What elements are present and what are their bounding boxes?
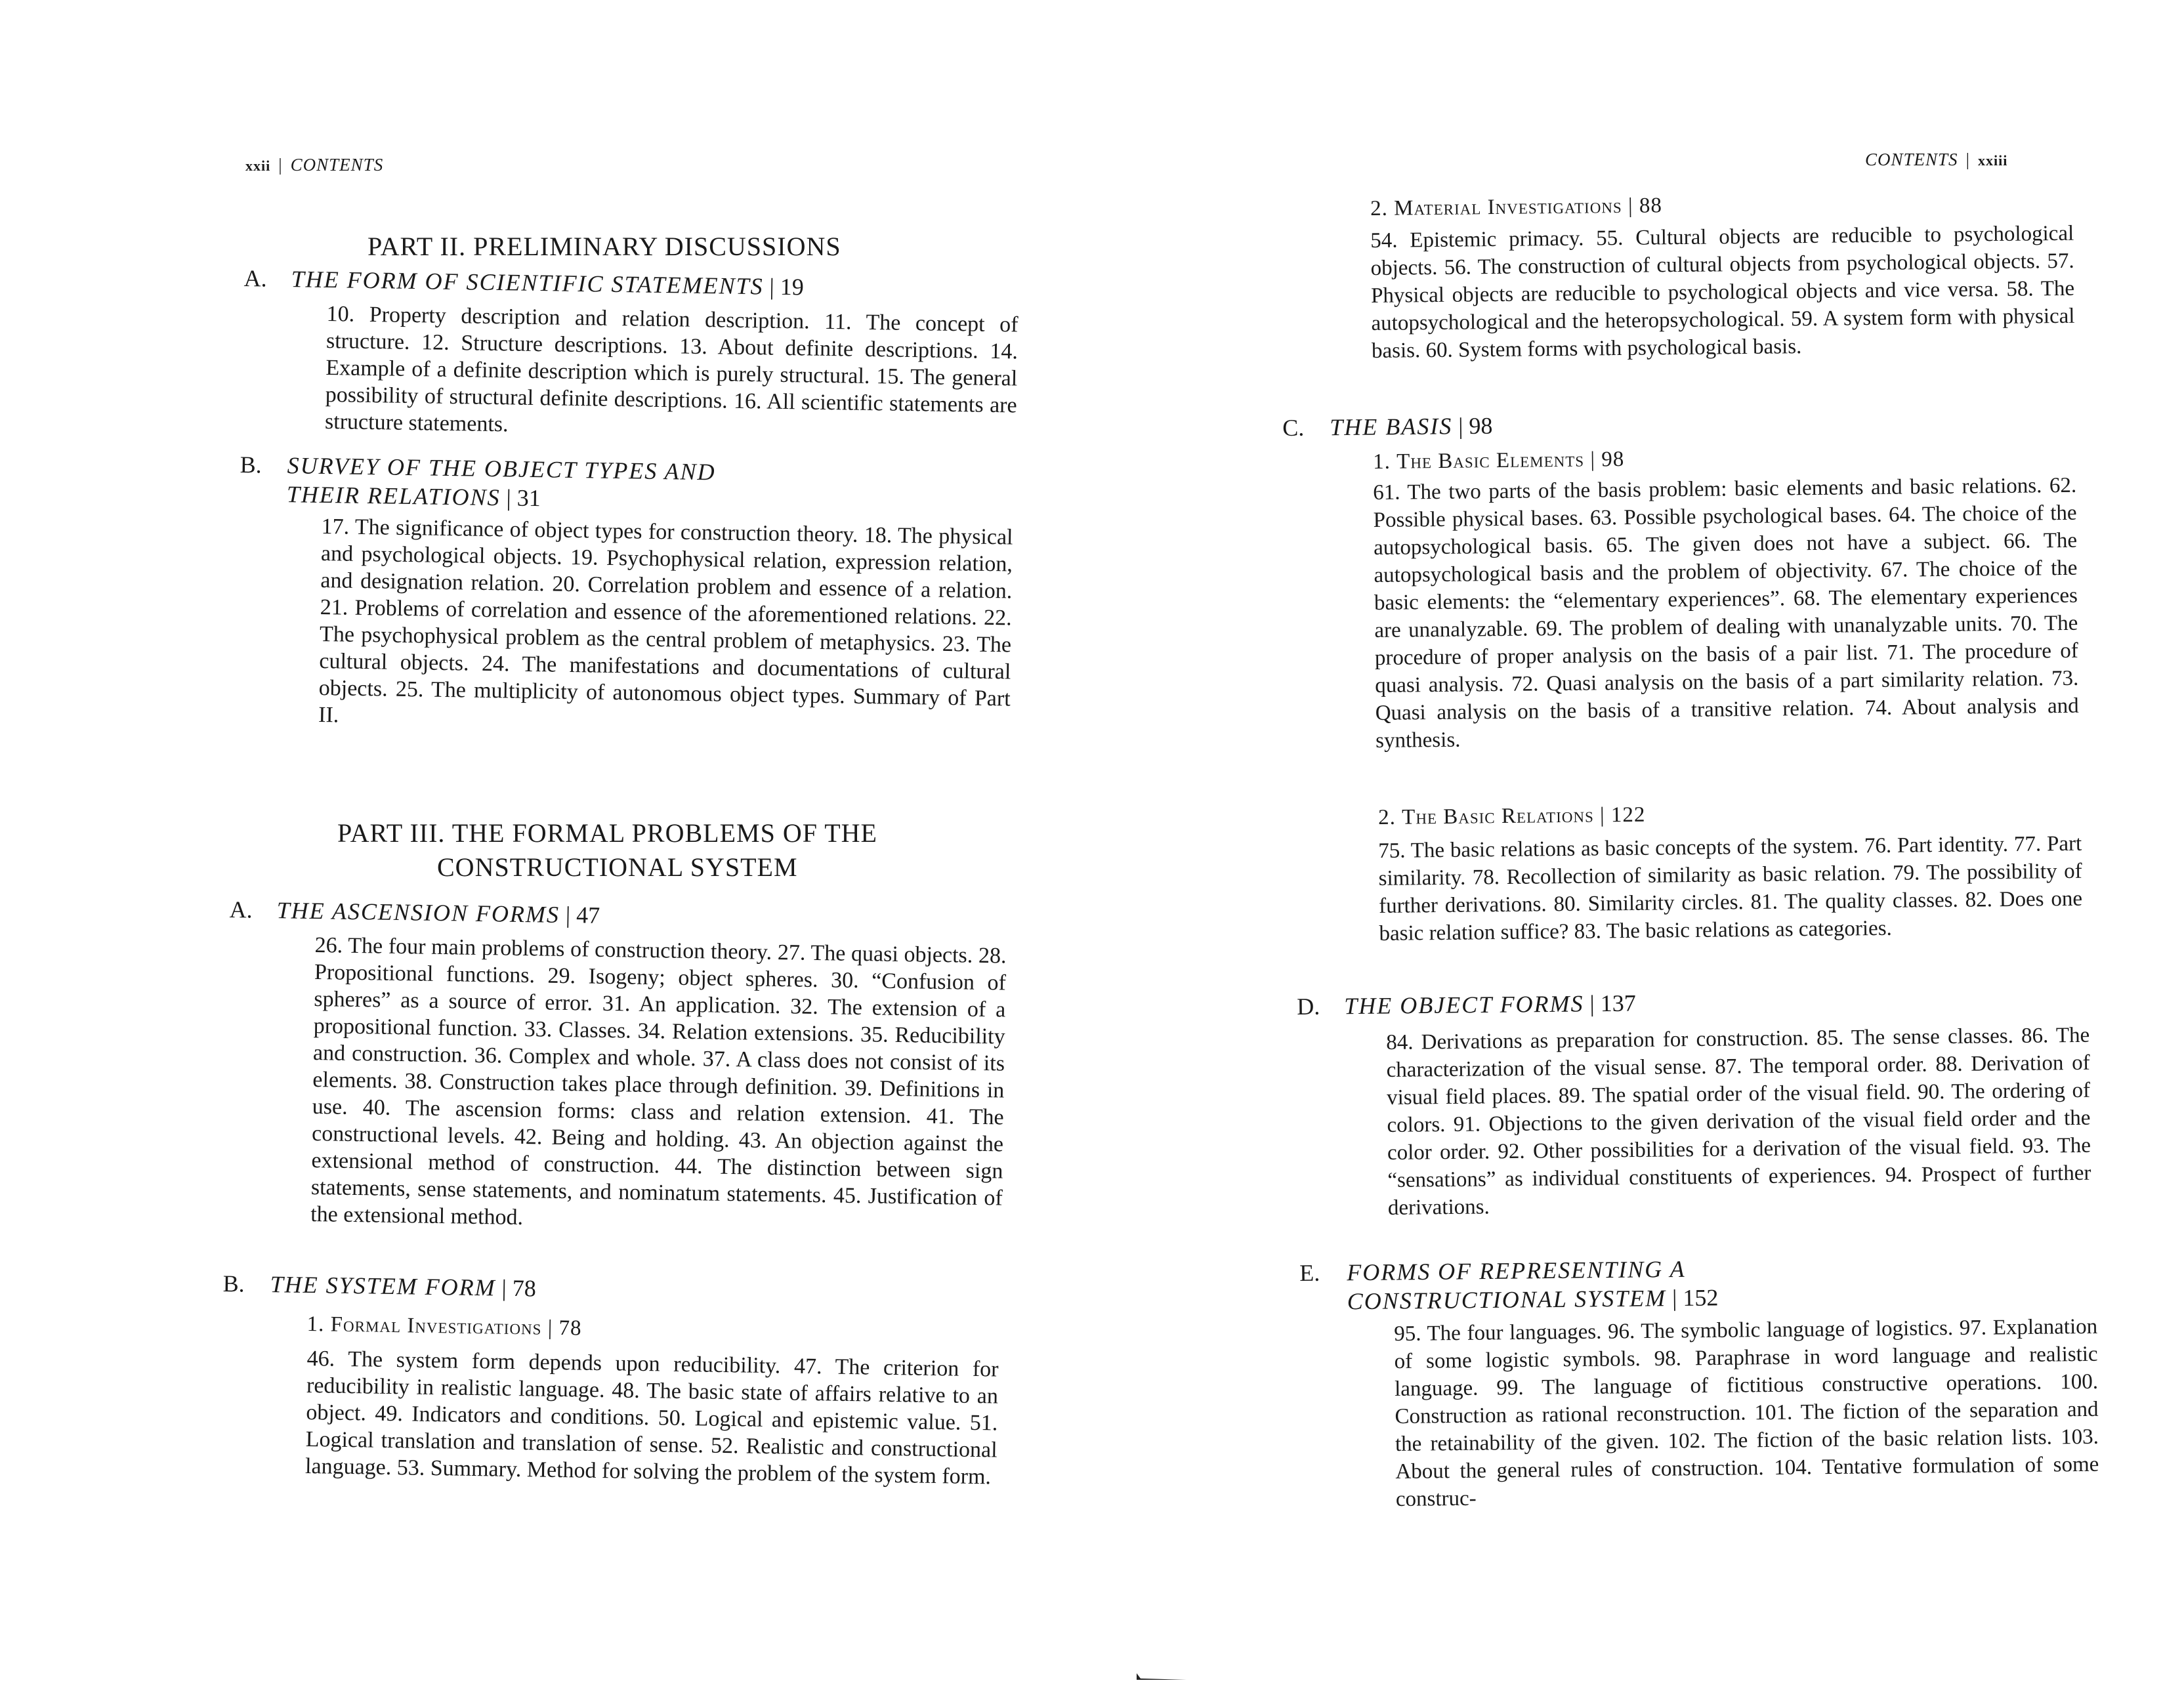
section-title: THE SYSTEM FORM bbox=[270, 1271, 496, 1301]
section-entries: 95. The four languages. 96. The symbolic language of logistics. 97. Explanation of some logistic symbols. 98. Paraphrase in word language and realistic language. 99. The language of fictitious constructive operations. 100. Construction as rational reconstruction. 101. The fiction of the separation and the retainability of the given. 102. The fiction of the basic relation lists. 103. About the general rules of construction. 104. Tentative formulation of some construc- bbox=[1394, 1314, 2099, 1511]
section-page: 137 bbox=[1600, 990, 1636, 1017]
section-title-cont: CONSTRUCTIONAL SYSTEM bbox=[1347, 1285, 1667, 1315]
subsection-title: The Basic Relations bbox=[1401, 803, 1594, 829]
subsection-title: The Basic Elements bbox=[1396, 448, 1585, 474]
section-letter: A. bbox=[229, 896, 253, 923]
subsection-heading: 1. Formal Investigations | 78 bbox=[306, 1312, 582, 1341]
running-title: CONTENTS bbox=[1865, 150, 1958, 169]
section-letter: E. bbox=[1299, 1259, 1320, 1286]
section-title-cont: THEIR RELATIONS bbox=[286, 481, 501, 511]
subsection-number: 1. bbox=[306, 1312, 325, 1337]
section-page: 98 bbox=[1469, 412, 1493, 440]
subsection-number: 2. bbox=[1378, 805, 1396, 829]
subsection-page: 88 bbox=[1639, 194, 1663, 218]
part-title: PART II. PRELIMINARY DISCUSSIONS bbox=[368, 232, 841, 261]
subsection-heading: 1. The Basic Elements | 98 bbox=[1373, 447, 1625, 474]
section-letter: B. bbox=[222, 1270, 245, 1297]
page-number: xxiii bbox=[1977, 152, 2008, 169]
section-entries: 17. The significance of object types for construction theory. 18. The physical and psychological objects. 19. Psychophysical relation, expression relation, and designation relation. 20. Correlation problem and essence of a relation. 21. Problems of correlation and essence of the aforementioned relations. 22. The psychophysical problem as the central problem of metaphysics. 23. The cultural objects. 24. The manifestations and documentations of cultural objects. 25. The multiplicity of autonomous object types. Summary of Part II. bbox=[318, 514, 1013, 728]
scan-mark bbox=[1135, 1672, 1188, 1681]
subsection-heading: 2. Material Investigations | 88 bbox=[1370, 194, 1663, 220]
section-heading: C. THE BASIS | 98 bbox=[1282, 412, 1493, 441]
section-page: 19 bbox=[780, 273, 805, 301]
section-heading: D. THE OBJECT FORMS | 137 bbox=[1297, 990, 1636, 1020]
subsection-number: 2. bbox=[1370, 196, 1389, 220]
section-title: SURVEY OF THE OBJECT TYPES AND bbox=[287, 452, 716, 486]
section-letter: C. bbox=[1282, 414, 1305, 441]
subsection-title: Formal Investigations bbox=[330, 1312, 542, 1340]
right-page bbox=[1092, 0, 2184, 1689]
section-page: 78 bbox=[512, 1274, 537, 1302]
section-letter: B. bbox=[240, 451, 262, 478]
section-heading: A. THE FORM OF SCIENTIFIC STATEMENTS | 19 bbox=[243, 264, 805, 301]
subsection-page: 122 bbox=[1610, 803, 1646, 827]
section-title: THE BASIS bbox=[1330, 413, 1453, 441]
section-heading: E. FORMS OF REPRESENTING A CONSTRUCTIONAL SYSTEM | 152 bbox=[1299, 1254, 1719, 1316]
running-head-left: xxii | CONTENTS bbox=[245, 155, 384, 175]
section-entries: 54. Epistemic primacy. 55. Cultural objects are reducible to psychological objects. 56. The construction of cultural objects from psychological objects. 57. Physical objects are reducible to psychological objects and vice versa. 58. The autopsychological and the heteropsychological. 59. A system form with physical basis. 60. System forms with psychological basis. bbox=[1370, 221, 2075, 363]
section-heading: B. SURVEY OF THE OBJECT TYPES AND THEIR RELATIONS | 31 bbox=[240, 451, 716, 512]
section-title: THE OBJECT FORMS bbox=[1344, 990, 1584, 1020]
subsection-title: Material Investigations bbox=[1393, 194, 1622, 220]
section-entries: 26. The four main problems of construction theory. 27. The quasi objects. 28. Propositional functions. 29. Isogeny; object spheres. 30. “Confusion of spheres” as a source of error. 31. An application. 32. The extension of a propositional function. 33. Classes. 34. Relation extensions. 35. Reducibility and construction. 36. Complex and whole. 37. A class does not consist of its elements. 38. Construction takes place through definition. 39. Definitions in use. 40. The ascension forms: class and relation extension. 41. The constructional levels. 42. Being and holding. 43. An objection against the extensional method of construction. 44. The distinction between sign statements, sense statements, and nominatum statements. 45. Justification of the extensional method. bbox=[310, 932, 1007, 1230]
section-entries: 10. Property description and relation description. 11. The concept of structure. 12. Structure descriptions. 13. About definite descriptions. 14. Example of a definite description which is purely structural. 15. The general possibility of structural definite descriptions. 16. All scientific statements are structure statements. bbox=[324, 301, 1018, 437]
subsection-number: 1. bbox=[1373, 449, 1391, 474]
section-page: 47 bbox=[576, 902, 600, 928]
running-head-right: CONTENTS | xxiii bbox=[1865, 150, 2008, 169]
section-heading: A. THE ASCENSION FORMS | 47 bbox=[229, 896, 600, 928]
section-letter: A. bbox=[243, 264, 267, 292]
running-title: CONTENTS bbox=[290, 155, 384, 175]
section-title: THE FORM OF SCIENTIFIC STATEMENTS bbox=[291, 266, 764, 300]
subsection-page: 78 bbox=[558, 1316, 582, 1341]
section-page: 152 bbox=[1683, 1284, 1719, 1311]
section-letter: D. bbox=[1297, 993, 1320, 1020]
subsection-heading: 2. The Basic Relations | 122 bbox=[1378, 803, 1646, 829]
section-title: FORMS OF REPRESENTING A bbox=[1347, 1255, 1686, 1286]
section-entries: 75. The basic relations as basic concepts of the system. 76. Part identity. 77. Part similarity. 78. Recollection of similarity as basic relation. 79. The possibility of further derivations. 80. Similarity circles. 81. The quality classes. 82. Does one basic relation suffice? 83. The basic relations as categories. bbox=[1378, 831, 2083, 946]
section-title: THE ASCENSION FORMS bbox=[276, 897, 560, 928]
section-entries: 46. The system form depends upon reducibility. 47. The criterion for reducibility in realistic language. 48. The basic state of affairs relative to an object. 49. Indicators and conditions. 50. Logical and epistemic value. 51. Logical translation and translation of sense. 52. Realistic and constructional language. 53. Summary. Method for solving the problem of the system form. bbox=[304, 1346, 999, 1490]
page-number: xxii bbox=[245, 157, 271, 174]
section-heading: B. THE SYSTEM FORM | 78 bbox=[222, 1270, 537, 1302]
section-entries: 84. Derivations as preparation for construction. 85. The sense classes. 86. The characterization of the visual sense. 87. The temporal order. 88. Derivation of visual field places. 89. The spatial order of the visual field. 90. The ordering of colors. 91. Objections to the given derivation of the visual field order and the color order. 92. Other possibilities for a derivation of the visual field. 93. The “sensations” as individual constituents of experiences. 94. Prospect of further derivations. bbox=[1386, 1023, 2091, 1220]
part-title: PART III. THE FORMAL PROBLEMS OF THE bbox=[337, 818, 877, 848]
section-page: 31 bbox=[516, 484, 541, 512]
section-entries: 61. The two parts of the basis problem: basic elements and basic relations. 62. Possible physical bases. 63. Possible psychological bases. 64. The choice of the autopsychological basis. 65. The given does not have a subject. 66. The autopsychological basis and the problem of objectivity. 67. The choice of the basic elements: the “elementary experiences”. 68. The elementary experiences are unanalyzable. 69. The problem of dealing with unanalyzable units. 70. The procedure of proper analysis on the basis of a pair list. 71. The procedure of quasi analysis. 72. Quasi analysis on the basis of a part similarity relation. 73. Quasi analysis on the basis of a transitive relation. 74. About analysis and synthesis. bbox=[1373, 473, 2079, 753]
part-title-cont: CONSTRUCTIONAL SYSTEM bbox=[437, 852, 798, 882]
subsection-page: 98 bbox=[1601, 447, 1625, 472]
